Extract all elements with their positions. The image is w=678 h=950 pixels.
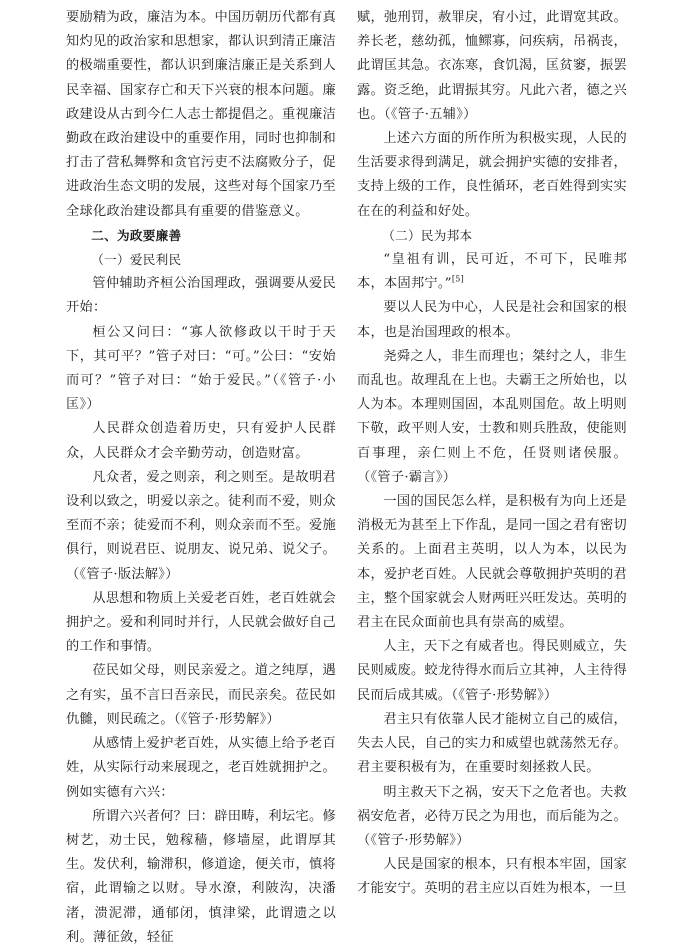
quote-paragraph: 尧舜之人，非生而理也；桀纣之人，非生而乱也。故理乱在上也。夫霸王之所始也，以人为本。本理则国固，本乱则国危。故上明则下敬，政平则人安，士教和则兵胜敌，使能则百事理，亲仁则上不危，任贤则诸侯服。（《管子·霸言》） [357, 348, 627, 485]
quote-continuation-paragraph: 赋，弛刑罚，赦罪戾，宥小过，此谓宽其政。养长老，慈幼孤，恤鳏寡，问疾病，吊祸丧，此谓匡其急。衣冻寒，食饥渴，匡贫窭，振罢露。资乏绝，此谓振其穷。凡此六者，德之兴也。（《管子·五辅》） [357, 10, 627, 122]
quote-paragraph: 明主救天下之祸，安天下之危者也。夫救祸安危者，必待万民之为用也，而后能为之。（《管子·形势解》） [357, 784, 627, 848]
paragraph: 要以人民为中心，人民是社会和国家的根本，也是治国理政的根本。 [357, 300, 627, 340]
right-column [357, 6, 627, 902]
left-column [66, 6, 336, 950]
quote-paragraph: 所谓六兴者何？曰：辟田畴，利坛宅。修树艺，劝士民，勉稼穑，修墙屋，此谓厚其生。发伏利，输滞积，修道途，便关市，慎将宿，此谓输之以财。导水潦，利陂沟，决潘渚，溃泥滞，通郁闭，慎津梁，此谓遗之以利。薄征敛，轻征 [66, 808, 336, 945]
paragraph: 上述六方面的所作所为积极实现，人民的生活要求得到满足，就会拥护实德的安排者，支持上级的工作，良性循环，老百姓得到实实在在的利益和好处。 [357, 131, 627, 219]
paragraph: 一国的国民怎么样，是积极有为向上还是消极无为甚至上下作乱，是同一国之君有密切关系的。上面君主英明，以人为本，以民为本，爱护老百姓。人民就会尊敬拥护英明的君主，整个国家就会人财两旺兴旺发达。英明的君主在民众面前也具有崇高的威望。 [357, 494, 627, 631]
paragraph: 人民是国家的根本，只有根本牢固，国家才能安宁。英明的君主应以百姓为根本，一旦 [357, 857, 627, 897]
paragraph: 从感情上爱护老百姓，从实德上给予老百姓，从实际行动来展现之，老百姓就拥护之。例如实德有六兴： [66, 736, 336, 800]
quote-paragraph: 桓公又问曰：“寡人欲修政以干时于天下，其可平？”管子对曰：“可。”公曰：“安始而可？”管子对曰：“始于爱民。”（《管子·小匡》） [66, 324, 336, 413]
intro-continuation-paragraph: 要励精为政，廉洁为本。中国历朝历代都有真知灼见的政治家和思想家，都认识到清正廉洁的极端重要性，都认识到廉洁廉正是关系到人民幸福、国家存亡和天下兴衰的根本问题。廉政建设从古到今仁人志士都提倡之。重视廉洁勤政在政治建设中的重要作用，同时也抑制和打击了营私舞弊和贪官污吏不法腐败分子，促进政治生态文明的发展，这些对每个国家乃至全球化政治建设都具有重要的借鉴意义。 [66, 10, 336, 219]
quote-text: “皇祖有训，民可近，不可下，民唯邦本，本固邦宁。” [357, 252, 627, 292]
paragraph: 管仲辅助齐桓公治国理政，强调要从爱民开始： [66, 276, 336, 316]
paragraph: 从思想和物质上关爱老百姓，老百姓就会拥护之。爱和利同时并行，人民就会做好自己的工作和事情。 [66, 590, 336, 655]
quote-paragraph: 人主，天下之有威者也。得民则威立，失民则威废。蛟龙待得水而后立其神，人主待得民而后成其威。（《管子·形势解》） [357, 639, 627, 703]
section-heading: 二、为政要廉善 [91, 227, 182, 243]
paragraph: 君主只有依靠人民才能树立自己的威信，失去人民，自己的实力和威望也就荡然无存。君主要积极有为，在重要时刻拯救人民。 [357, 711, 627, 776]
quote-paragraph [357, 248, 627, 296]
reference-marker: [5] [451, 274, 465, 284]
quote-paragraph: 凡众者，爱之则亲，利之则至。是故明君设利以致之，明爱以亲之。徒利而不爱，则众至而不亲；徒爱而不利，则众亲而不至。爱施俱行，则说君臣、说朋友、说兄弟、说父子。（《管子·版法解》） [66, 469, 336, 582]
quote-paragraph: 莅民如父母，则民亲爱之。道之纯厚，遇之有实，虽不言曰吾亲民，而民亲矣。莅民如仇雠，则民疏之。（《管子·形势解》） [66, 663, 336, 727]
subsection-heading-love-people: （一）爱民利民 [91, 252, 182, 268]
paragraph: 人民群众创造着历史，只有爱护人民群众，人民群众才会辛勤劳动，创造财富。 [66, 421, 336, 461]
subsection-heading-people-as-root: （二）民为邦本 [382, 227, 473, 243]
